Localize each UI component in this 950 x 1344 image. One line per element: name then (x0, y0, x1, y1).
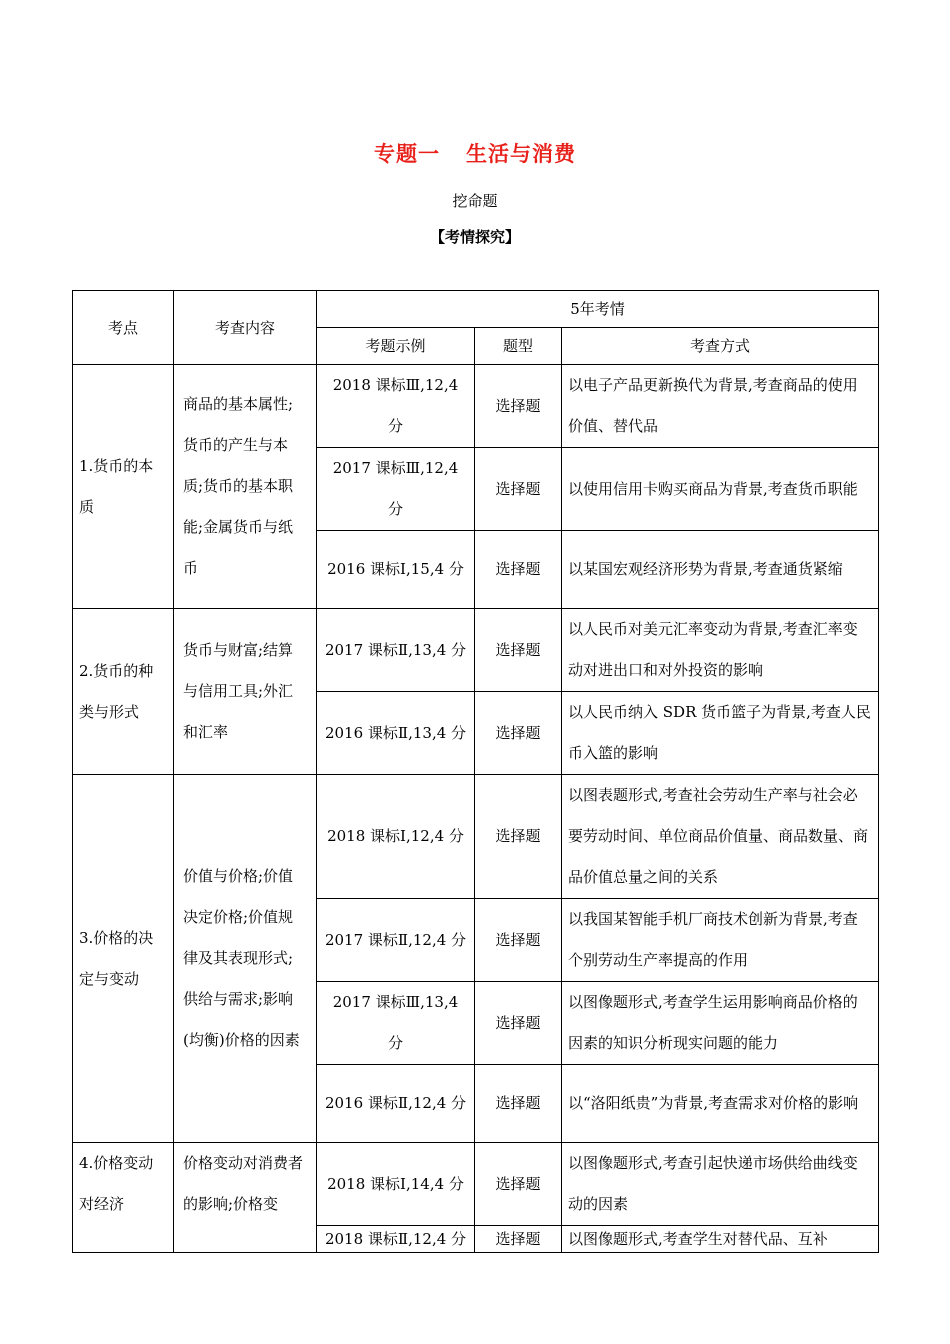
type-cell: 选择题 (475, 775, 562, 899)
title-topic-number: 专题一 (374, 142, 440, 166)
header-kaodian: 考点 (73, 291, 174, 365)
table-row (73, 775, 879, 899)
table-row (73, 1143, 879, 1226)
table-row (73, 365, 879, 448)
method-cell: 以电子产品更新换代为背景,考查商品的使用价值、替代品 (562, 365, 879, 448)
type-cell: 选择题 (475, 365, 562, 448)
type-cell: 选择题 (475, 531, 562, 609)
kaodian-cell: 3.价格的决定与变动 (73, 775, 174, 1143)
example-cell: 2018 课标Ⅱ,12,4 分 (317, 1226, 475, 1253)
method-cell: 以图像题形式,考查引起快递市场供给曲线变动的因素 (562, 1143, 879, 1226)
content-cell: 商品的基本属性;货币的产生与本质;货币的基本职能;金属货币与纸币 (174, 365, 317, 609)
type-cell: 选择题 (475, 1065, 562, 1143)
method-cell: 以人民币纳入 SDR 货币篮子为背景,考查人民币入篮的影响 (562, 692, 879, 775)
header-example: 考题示例 (317, 328, 475, 365)
method-cell: 以图像题形式,考查学生运用影响商品价格的因素的知识分析现实问题的能力 (562, 982, 879, 1065)
example-cell: 2018 课标Ⅲ,12,4 分 (317, 365, 475, 448)
subtitle: 挖命题 (452, 192, 498, 210)
example-cell: 2017 课标Ⅱ,13,4 分 (317, 609, 475, 692)
example-cell: 2017 课标Ⅱ,12,4 分 (317, 899, 475, 982)
method-cell: 以图表题形式,考查社会劳动生产率与社会必要劳动时间、单位商品价值量、商品数量、商品价值总量之间的关系 (562, 775, 879, 899)
method-cell: 以我国某智能手机厂商技术创新为背景,考查个别劳动生产率提高的作用 (562, 899, 879, 982)
section-heading: 【考情探究】 (429, 228, 520, 246)
page-title (0, 138, 950, 168)
method-cell: 以“洛阳纸贵”为背景,考查需求对价格的影响 (562, 1065, 879, 1143)
example-cell: 2016 课标Ⅱ,13,4 分 (317, 692, 475, 775)
example-cell: 2016 课标Ⅰ,15,4 分 (317, 531, 475, 609)
exam-analysis-table (72, 290, 879, 1253)
type-cell: 选择题 (475, 1143, 562, 1226)
header-type: 题型 (475, 328, 562, 365)
content-cell: 货币与财富;结算与信用工具;外汇和汇率 (174, 609, 317, 775)
content-cell: 价格变动对消费者的影响;价格变 (174, 1143, 317, 1253)
title-topic-name: 生活与消费 (466, 142, 576, 166)
type-cell: 选择题 (475, 1226, 562, 1253)
method-cell: 以使用信用卡购买商品为背景,考查货币职能 (562, 448, 879, 531)
method-cell: 以某国宏观经济形势为背景,考查通货紧缩 (562, 531, 879, 609)
example-cell: 2017 课标Ⅲ,12,4 分 (317, 448, 475, 531)
type-cell: 选择题 (475, 692, 562, 775)
kaodian-cell: 4.价格变动对经济 (73, 1143, 174, 1253)
example-cell: 2018 课标Ⅰ,14,4 分 (317, 1143, 475, 1226)
example-cell: 2016 课标Ⅱ,12,4 分 (317, 1065, 475, 1143)
example-cell: 2018 课标Ⅰ,12,4 分 (317, 775, 475, 899)
table-header-row (73, 291, 879, 328)
example-cell: 2017 课标Ⅲ,13,4 分 (317, 982, 475, 1065)
header-method: 考查方式 (562, 328, 879, 365)
header-five-year: 5年考情 (317, 291, 879, 328)
type-cell: 选择题 (475, 609, 562, 692)
kaodian-cell: 1.货币的本质 (73, 365, 174, 609)
method-cell: 以图像题形式,考查学生对替代品、互补 (562, 1226, 879, 1253)
type-cell: 选择题 (475, 448, 562, 531)
content-cell: 价值与价格;价值决定价格;价值规律及其表现形式;供给与需求;影响(均衡)价格的因素 (174, 775, 317, 1143)
kaodian-cell: 2.货币的种类与形式 (73, 609, 174, 775)
type-cell: 选择题 (475, 899, 562, 982)
method-cell: 以人民币对美元汇率变动为背景,考查汇率变动对进出口和对外投资的影响 (562, 609, 879, 692)
type-cell: 选择题 (475, 982, 562, 1065)
table-row (73, 609, 879, 692)
header-content: 考查内容 (174, 291, 317, 365)
